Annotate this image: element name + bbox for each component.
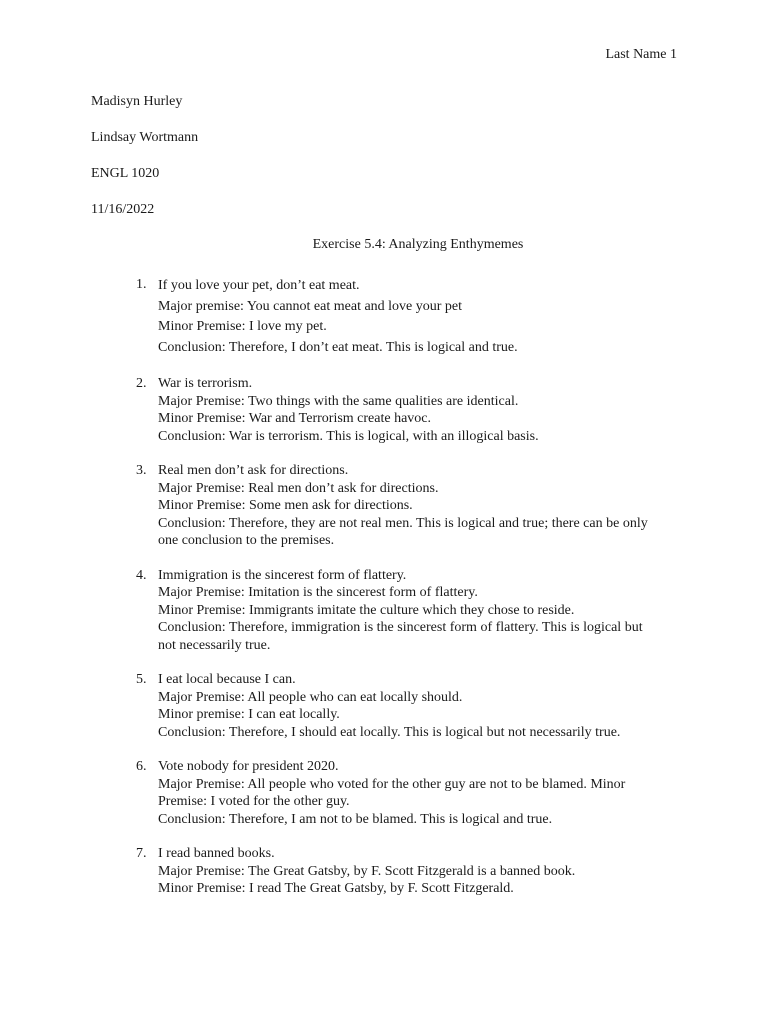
page-title: Exercise 5.4: Analyzing Enthymemes <box>312 237 524 252</box>
item-major-premise: Major Premise: Two things with the same qualities are identical. <box>158 393 519 409</box>
item-minor-premise: Minor premise: I can eat locally. <box>158 707 340 722</box>
item-major-premise: Major Premise: The Great Gatsby, by F. Scott Fitzgerald is a banned book. <box>158 863 576 879</box>
item-major-premise: Major Premise: All people who voted for the other guy are not to be blamed. Minor Premise: I voted for the other guy. <box>158 776 626 809</box>
item-claim: I eat local because I can. <box>158 672 296 687</box>
list-item <box>0 758 658 828</box>
list-item <box>0 276 658 358</box>
item-major-premise: Major Premise: Imitation is the sincerest form of flattery. <box>158 585 478 600</box>
item-minor-premise: Minor Premise: Some men ask for directions. <box>158 498 413 513</box>
item-claim: I read banned books. <box>158 846 275 861</box>
item-minor-premise: Minor Premise: Immigrants imitate the culture which they chose to reside. <box>158 602 575 618</box>
running-head: Last Name 1 <box>605 47 677 62</box>
list-item <box>0 567 658 655</box>
item-conclusion: Conclusion: Therefore, they are not real men. This is logical and true; there can be only one conclusion to the premises. <box>158 515 648 548</box>
list-item <box>0 845 658 898</box>
item-number: 5. <box>136 672 147 687</box>
item-number: 1. <box>136 277 147 292</box>
item-number: 7. <box>136 846 147 861</box>
item-minor-premise: Minor Premise: War and Terrorism create havoc. <box>158 411 432 426</box>
item-minor-premise: Minor Premise: I read The Great Gatsby, by F. Scott Fitzgerald. <box>158 881 514 896</box>
item-claim: War is terrorism. <box>158 376 253 391</box>
item-minor-premise: Minor Premise: I love my pet. <box>158 319 327 334</box>
item-number: 3. <box>136 463 147 478</box>
item-claim: Immigration is the sincerest form of flattery. <box>158 567 407 583</box>
item-number: 6. <box>136 759 147 774</box>
item-claim: If you love your pet, don’t eat meat. <box>158 278 360 293</box>
item-major-premise: Major Premise: All people who can eat locally should. <box>158 689 463 705</box>
course-name: ENGL 1020 <box>91 166 160 181</box>
item-conclusion: Conclusion: War is terrorism. This is logical, with an illogical basis. <box>158 428 539 444</box>
item-major-premise: Major Premise: Real men don’t ask for directions. <box>158 480 439 496</box>
item-conclusion: Conclusion: Therefore, I am not to be blamed. This is logical and true. <box>158 811 553 827</box>
list-item <box>0 375 658 445</box>
item-claim: Vote nobody for president 2020. <box>158 759 339 774</box>
student-name: Madisyn Hurley <box>91 94 183 109</box>
item-number: 2. <box>136 376 147 391</box>
item-conclusion: Conclusion: Therefore, I should eat locally. This is logical but not necessarily true. <box>158 724 621 740</box>
item-claim: Real men don’t ask for directions. <box>158 463 349 478</box>
item-number: 4. <box>136 567 147 583</box>
item-conclusion: Conclusion: Therefore, immigration is the sincerest form of flattery. This is logical but not necessarily true. <box>158 620 643 653</box>
item-major-premise: Major premise: You cannot eat meat and love your pet <box>158 298 463 314</box>
list-item <box>0 671 658 741</box>
item-conclusion: Conclusion: Therefore, I don’t eat meat. This is logical and true. <box>158 339 518 355</box>
list-item <box>0 462 658 550</box>
date: 11/16/2022 <box>91 202 155 217</box>
enthymeme-list <box>0 276 768 915</box>
instructor-name: Lindsay Wortmann <box>91 130 199 145</box>
